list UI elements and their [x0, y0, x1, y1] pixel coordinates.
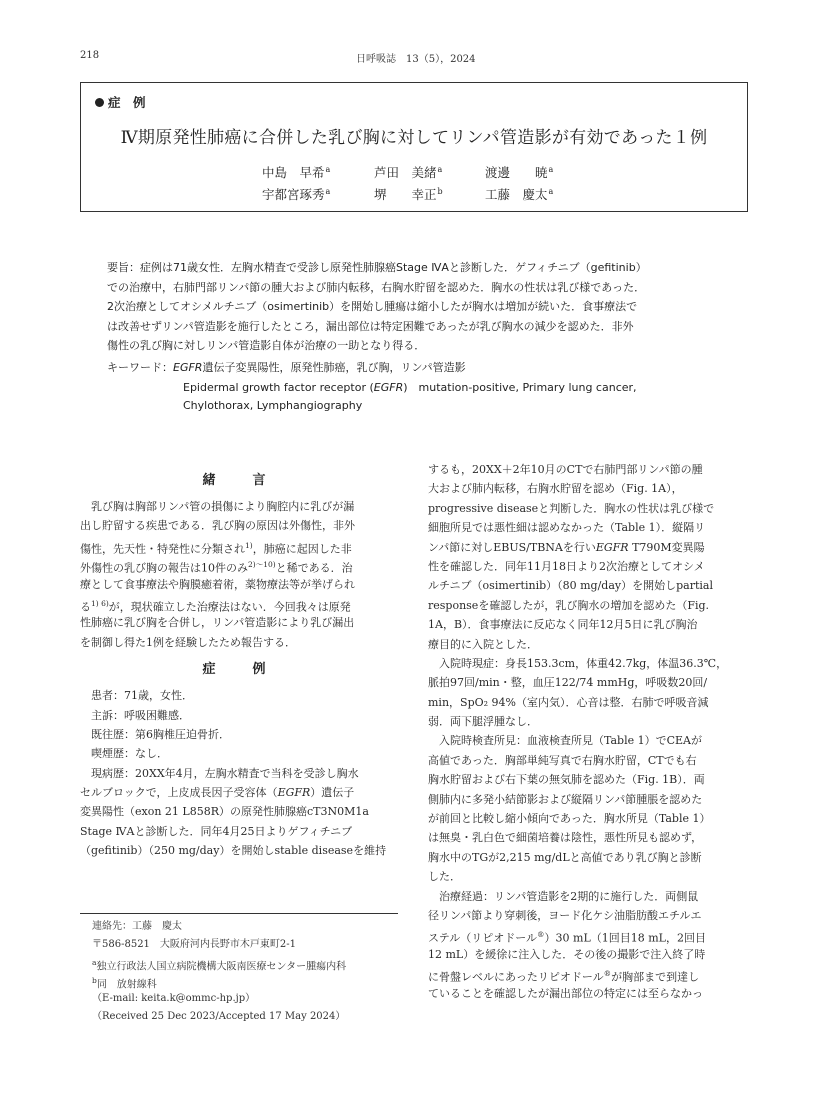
body-line: 現病歴：20XX年4月，左胸水精査で当科を受診し胸水	[80, 766, 359, 780]
body-line: （gefitinib）（250 mg/day）を開始しstable diseaseを維持	[80, 844, 387, 858]
body-line: 大および肺内転移，右胸水貯留を認め（Fig. 1A），	[428, 482, 683, 496]
body-line: した．	[428, 870, 461, 884]
body-line: が前回と比較し縮小傾向であった．胸水所見（Table 1）	[428, 812, 711, 826]
author-3: 渡邊 暁$^a$	[485, 164, 554, 180]
body-line: min，SpO₂ 94%（室内気）．心音は整．右肺で呼吸音減	[428, 695, 709, 709]
article-title: Ⅳ期原発性肺癌に合併した乳び胸に対してリンパ管造影が有効であった１例	[120, 128, 708, 148]
keywords-en-2: Chylothorax, Lymphangiography	[183, 399, 363, 412]
body-line: Stage ⅣAと診断した．同年4月25日よりゲフィチニブ	[80, 824, 353, 838]
body-line: 喫煙歴：なし．	[80, 747, 168, 761]
body-line: 性を確認した．同年11月18日より2次治療としてオシメ	[428, 559, 705, 573]
body-line: 乳び胸は胸部リンパ管の損傷により胸腔内に乳びが漏	[80, 500, 355, 513]
intro-heading: 緒 言	[202, 473, 278, 488]
left-column	[80, 465, 400, 861]
body-line: 入院時検査所見：血液検査所見（Table 1）でCEAが	[428, 734, 702, 748]
body-line: progressive diseaseと判断した．胸水の性状は乳び様で	[428, 501, 715, 515]
body-line: 主訴：呼吸困難感．	[80, 708, 190, 722]
body-line: 療目的に入院とした．	[428, 637, 538, 651]
body-line: 外傷性の乳び胸の報告は10件のみ$^{2)\sim 10)}$と稀である．治	[80, 560, 353, 575]
abstract	[107, 258, 727, 356]
body-line: 既往歴：第6胸椎圧迫骨折．	[80, 727, 230, 741]
article-type-label	[95, 93, 146, 111]
body-line: を制御し得た1例を経験したため報告する．	[80, 635, 296, 649]
author-2: 芦田 美緒$^a$	[374, 164, 443, 180]
footnote-address: 〒586-8521 大阪府河内長野市木戸東町2-1	[92, 939, 297, 950]
body-line: セルブロックで，上皮成長因子受容体（EGFR）遺伝子	[80, 786, 355, 800]
right-column	[428, 460, 750, 1003]
body-line: するも，20XX＋2年10月のCTで右肺門部リンパ節の腫	[428, 463, 703, 476]
body-line: responseを確認したが，乳び胸水の増加を認めた（Fig.	[428, 598, 710, 612]
body-line: 脈拍97回/min・整，血圧122/74 mmHg，呼吸数20回/	[428, 676, 708, 690]
abstract-line: 2次治療としてオシメルチニブ（osimertinib）を開始し腫瘍は縮小したが胸水は増加が続いた．食事療法で	[107, 300, 638, 313]
body-line: 高値であった．胸部単純写真で右胸水貯留，CTでも右	[428, 753, 697, 767]
author-4: 宇都宮琢秀$^a$	[262, 186, 331, 202]
keywords-en-1: Epidermal growth factor receptor (EGFR) mutation-positive, Primary lung cancer,	[183, 381, 637, 394]
body-line: 性肺癌に乳び胸を合併し，リンパ管造影により乳び漏出	[80, 616, 355, 630]
body-line: 胸水中のTGが2,215 mg/dLと高値であり乳び胸と診断	[428, 850, 702, 864]
author-6: 工藤 慶太$^a$	[485, 186, 554, 202]
body-line: ステル（リピオドール®）30 mL（1回目18 mL，2回目	[428, 930, 706, 946]
footnote-divider	[80, 913, 398, 914]
body-line: 側肺内に多発小結節影および縦隔リンパ節腫脹を認めた	[428, 792, 703, 806]
abstract-line: 傷性の乳び胸に対しリンパ管造影自体が治療の一助となり得る．	[107, 339, 426, 352]
body-line: 治療経過：リンパ管造影を2期的に施行した．両側鼠	[428, 889, 699, 903]
body-line: ルチニブ（osimertinib）（80 mg/day）を開始しpartial	[428, 579, 713, 593]
footnote-affiliation-b: $^b$同 放射線科	[92, 976, 157, 991]
page-number: 218	[80, 50, 100, 61]
article-type-text: 症 例	[108, 95, 146, 110]
body-line: 細胞所見では悪性細は認めなかった（Table 1）．縦隔リ	[428, 521, 706, 535]
keywords-jp: キーワード：EGFR遺伝子変異陽性，原発性肺癌，乳び胸，リンパ管造影	[107, 361, 466, 374]
body-line: 変異陽性（exon 21 L858R）の原発性肺腺癌cT3N0M1a	[80, 805, 369, 819]
body-line: 入院時現症：身長153.3cm，体重42.7kg，体温36.3℃，	[428, 656, 728, 670]
body-line: は無臭・乳白色で細菌培養は陰性，悪性所見も認めず，	[428, 831, 703, 845]
footnote-dates: （Received 25 Dec 2023/Accepted 17 May 2024）	[92, 1011, 346, 1022]
body-line: 弱．両下腿浮腫なし．	[428, 715, 538, 729]
author-5: 堺 幸正$^b$	[374, 186, 443, 202]
body-line: る$^{1) 6)}$が，現状確立した治療法はない．今回我々は原発	[80, 598, 351, 614]
author-1: 中島 早希$^a$	[262, 164, 331, 180]
body-line: 療として食事療法や胸膜癒着術，薬物療法等が挙げられ	[80, 577, 355, 591]
footnote-affiliation-a: $^a$独立行政法人国立病院機構大阪南医療センター腫瘍内科	[92, 958, 347, 973]
case-heading: 症 例	[202, 662, 278, 678]
abstract-line: での治療中，右肺門部リンパ節の腫大および肺内転移，右胸水貯留を認めた．胸水の性状は乳び様であった．	[107, 280, 646, 294]
keywords-label: キーワード：	[107, 361, 173, 374]
body-line: 12 mL）を緩徐に注入した．その後の撮影で注入終了時	[428, 947, 706, 961]
body-line: 胸水貯留および右下葉の無気肺を認めた（Fig. 1B）．両	[428, 773, 705, 787]
body-line: ていることを確認したが漏出部位の特定には至らなかっ	[428, 986, 703, 1000]
body-line: 径リンパ節より穿刺後，ヨード化ケシ油脂肪酸エチルエ	[428, 908, 702, 922]
body-line: 出し貯留する疾患である．乳び胸の原因は外傷性，非外	[80, 519, 355, 533]
body-line: に骨盤レベルにあったリピオドール®が胸部まで到達し	[428, 969, 700, 984]
abstract-line: 要旨：症例は71歳女性．左胸水精査で受診し原発性肺腺癌Stage ⅣAと診断した．ゲフィチニブ（gefitinib）	[107, 261, 647, 274]
abstract-line: は改善せずリンパ管造影を施行したところ，漏出部位は特定困難であったが乳び胸水の減少を認めた．非外	[107, 319, 634, 333]
body-line: ンパ節に対しEBUS/TBNAを行いEGFR T790M変異陽	[428, 540, 705, 554]
body-line: 傷性，先天性・特発性に分類され$^{1)}$，肺癌に起因した非	[80, 540, 352, 556]
footnote-contact: 連絡先：工藤 慶太	[92, 921, 182, 932]
bullet-icon	[95, 98, 104, 107]
body-line: 患者：71歳，女性．	[80, 689, 193, 703]
journal-header: 日呼吸誌 13（5），2024	[356, 54, 476, 65]
title-box	[80, 82, 748, 212]
footnote-email: （E-mail: keita.k@ommc-hp.jp）	[92, 993, 256, 1004]
body-line: 1A，B）．食事療法に反応なく同年12月5日に乳び胸治	[428, 618, 698, 632]
